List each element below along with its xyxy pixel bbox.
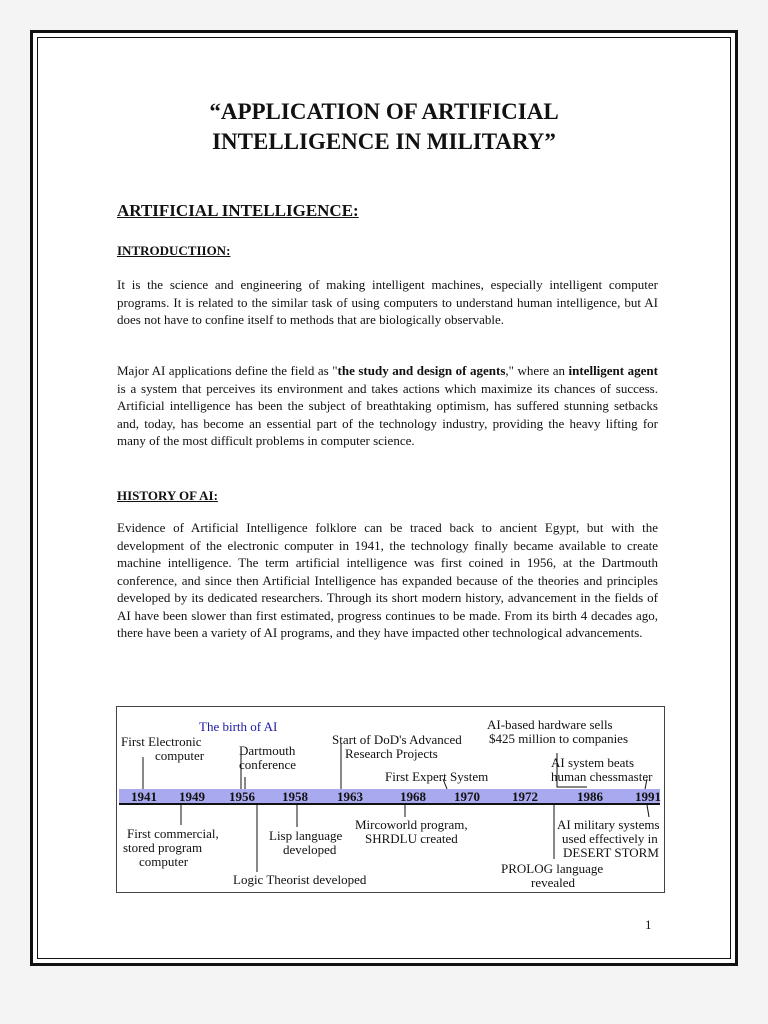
year-1970: 1970 (454, 789, 480, 804)
year-1949: 1949 (179, 789, 205, 804)
heading-introduction: INTRODUCTIION: (117, 243, 231, 258)
year-1972: 1972 (512, 789, 538, 804)
label-microworld: Mircoworld program, (355, 817, 468, 832)
label-hardware-2: $425 million to companies (489, 731, 629, 746)
year-1963: 1963 (337, 789, 363, 804)
intro-paragraph-1: It is the science and engineering of making intelligent machines, especially intelligent computer programs. It is related to the similar task of using computers to understand human intelligence, but AI does not have to confine itself to methods that are biologically observable. (117, 277, 658, 327)
label-commercial-2: stored program (123, 840, 203, 855)
label-hardware: AI-based hardware sells (487, 717, 613, 732)
label-chess: AI system beats (551, 755, 635, 770)
label-chess-2: human chessmaster (551, 769, 653, 784)
label-commercial-3: computer (139, 854, 189, 869)
label-microworld-2: SHRDLU created (365, 831, 458, 846)
label-military-3: DESERT STORM (563, 845, 659, 860)
intro-paragraph-2: Major AI applications define the field as "the study and design of agents," where an intelligent agent is a system that perceives its environment and takes actions which maximize its chances of success. Artificial intelligence has been the subject of breathtaking optimism, has suffered stunning setbacks and, today, has become an essential part of the technology industry, providing the heavy lifting for many of the most difficult problems in computer science. (117, 363, 658, 448)
term-intelligent-agent: intelligent agent (568, 363, 658, 378)
page-number: 1 (645, 917, 652, 932)
title-line-2: INTELLIGENCE IN MILITARY” (212, 129, 556, 154)
document-page (30, 30, 738, 966)
label-dartmouth-2: conference (239, 757, 297, 772)
label-prolog: PROLOG language (501, 861, 604, 876)
timeline-graphic (117, 707, 664, 892)
label-dod-2: Research Projects (345, 746, 438, 761)
document-title (33, 97, 735, 157)
label-lisp: Lisp language (269, 828, 343, 843)
year-1956: 1956 (229, 789, 255, 804)
label-military-2: used effectively in (562, 831, 658, 846)
heading-artificial-intelligence: ARTIFICIAL INTELLIGENCE: (117, 201, 359, 220)
label-prolog-2: revealed (531, 875, 576, 890)
label-expert-system: First Expert System (385, 769, 489, 784)
year-1991: 1991 (635, 789, 661, 804)
year-1958: 1958 (282, 789, 308, 804)
label-birth-of-ai: The birth of AI (199, 719, 278, 734)
title-line-1: “APPLICATION OF ARTIFICIAL (209, 99, 559, 124)
year-1941: 1941 (131, 789, 157, 804)
label-first-electronic-2: computer (155, 748, 205, 763)
ai-history-timeline (116, 706, 665, 893)
label-military: AI military systems (557, 817, 660, 832)
year-1986: 1986 (577, 789, 603, 804)
label-lisp-2: developed (283, 842, 337, 857)
year-1968: 1968 (400, 789, 426, 804)
label-dartmouth: Dartmouth (239, 743, 296, 758)
term-study-design-agents: the study and design of agents (337, 363, 506, 378)
label-commercial: First commercial, (127, 826, 219, 841)
label-logic-theorist: Logic Theorist developed (233, 872, 367, 887)
history-paragraph: Evidence of Artificial Intelligence folklore can be traced back to ancient Egypt, but with the development of the electronic computer in 1941, the technology finally became available to create machine intelligence. The term artificial intelligence was first coined in 1956, at the Dartmouth conference, and since then Artificial Intelligence has expanded because of the theories and principles developed by its dedicated researchers. Through its short modern history, advancement in the fields of AI have been slower than first estimated, progress continues to be made. From its birth 4 decades ago, there have been a variety of AI programs, and they have impacted other technological advancements. (117, 520, 658, 640)
label-dod: Start of DoD's Advanced (332, 732, 462, 747)
label-first-electronic: First Electronic (121, 734, 202, 749)
heading-history: HISTORY OF AI: (117, 488, 218, 503)
